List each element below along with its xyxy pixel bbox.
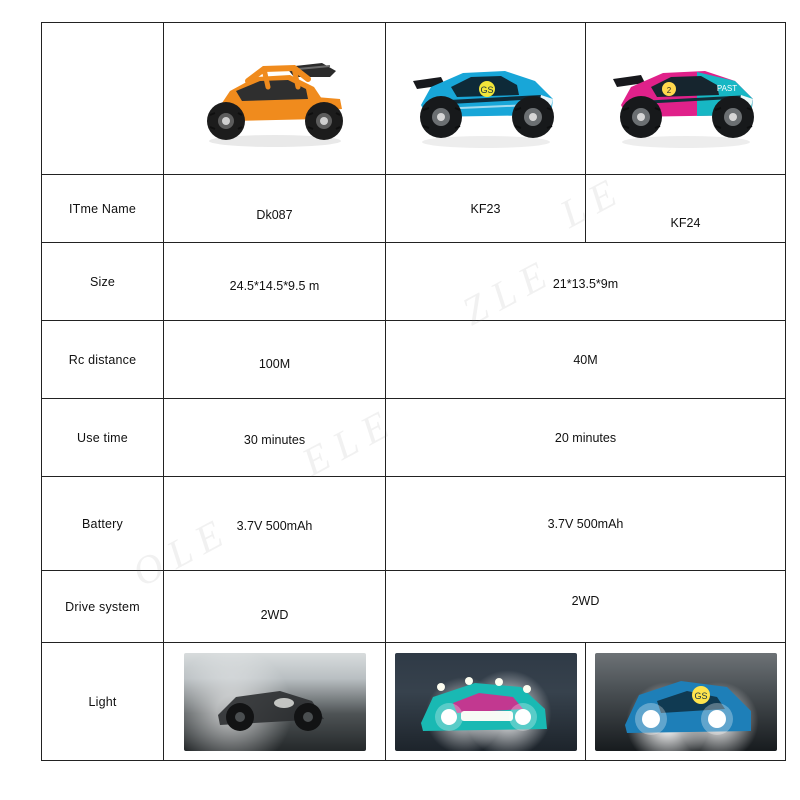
- cell-battery-dk087: [164, 477, 386, 571]
- row-label-use-time: Use time: [42, 399, 164, 477]
- value-item-name-kf23: KF23: [470, 201, 501, 216]
- cell-item-name-kf23: [386, 175, 586, 243]
- light-photo-cell-kf23: [386, 643, 586, 761]
- value-item-name-kf24: KF24: [670, 215, 701, 230]
- table-row: [42, 321, 786, 399]
- row-label-item-name: ITme Name: [42, 175, 164, 243]
- cell-rc-distance-dk087: [164, 321, 386, 399]
- product-photo-cell-dk087: [164, 23, 386, 175]
- svg-text:GS: GS: [693, 690, 708, 701]
- svg-text:PAST: PAST: [716, 83, 737, 93]
- cell-use-time-dk087: [164, 399, 386, 477]
- product-photo-dk087: [168, 25, 381, 172]
- watermark-text: O L E: [124, 511, 230, 596]
- cell-use-time-kf23-kf24: [386, 399, 786, 477]
- value-battery-dk087: 3.7V 500mAh: [236, 518, 313, 533]
- watermark-text: E L E: [294, 402, 396, 485]
- pink-truck-illustration: [601, 47, 771, 151]
- row-label-battery: Battery: [42, 477, 164, 571]
- cell-item-name-kf24: [586, 175, 786, 243]
- product-photo-cell-kf23: [386, 23, 586, 175]
- product-photo-kf23: [390, 25, 581, 172]
- cell-size-dk087: [164, 243, 386, 321]
- svg-text:GS: GS: [479, 84, 494, 95]
- cell-drive-system-dk087: [164, 571, 386, 643]
- watermark-text: L E: [552, 170, 624, 237]
- value-drive-system-dk087: 2WD: [260, 607, 289, 622]
- light-photo-kf24-image: [595, 653, 777, 751]
- value-drive-system-kf23-kf24: 2WD: [571, 593, 600, 608]
- value-rc-distance-dk087: 100M: [258, 356, 291, 371]
- table-row: [42, 23, 786, 175]
- value-rc-distance-kf23-kf24: 40M: [573, 352, 598, 367]
- table-row: [42, 399, 786, 477]
- buggy-illustration: [190, 47, 360, 151]
- value-size-dk087: 24.5*14.5*9.5 m: [229, 278, 320, 293]
- table-row: [42, 643, 786, 761]
- specification-table: [41, 22, 786, 761]
- watermark-text: Z L E: [454, 252, 554, 335]
- value-battery-kf23-kf24: 3.7V 500mAh: [547, 516, 624, 531]
- light-photo-kf23-image: [395, 653, 577, 751]
- row-label-rc-distance: Rc distance: [42, 321, 164, 399]
- light-photo-cell-dk087: [164, 643, 386, 761]
- cell-drive-system-kf23-kf24: [386, 571, 786, 643]
- value-size-kf23-kf24: 21*13.5*9m: [552, 276, 619, 291]
- light-photo-cell-kf24: [586, 643, 786, 761]
- row-label-size: Size: [42, 243, 164, 321]
- product-photo-cell-kf24: [586, 23, 786, 175]
- light-photo-kf24: [590, 645, 781, 758]
- table-row: [42, 243, 786, 321]
- table-row: [42, 175, 786, 243]
- value-item-name-dk087: Dk087: [256, 207, 293, 222]
- light-photo-kf23: [390, 645, 581, 758]
- cell-size-kf23-kf24: [386, 243, 786, 321]
- value-use-time-dk087: 30 minutes: [243, 432, 306, 447]
- cell-rc-distance-kf23-kf24: [386, 321, 786, 399]
- cell-battery-kf23-kf24: [386, 477, 786, 571]
- light-photo-dk087-image: [184, 653, 366, 751]
- table-row: [42, 571, 786, 643]
- svg-text:2: 2: [666, 85, 671, 95]
- value-use-time-kf23-kf24: 20 minutes: [554, 430, 617, 445]
- product-photo-kf24: [590, 25, 781, 172]
- teal-truck-night-illustration: [395, 653, 577, 751]
- light-photo-dk087: [168, 645, 381, 758]
- photo-row-label-cell: [42, 23, 164, 175]
- blue-truck-illustration: [401, 47, 571, 151]
- cell-item-name-dk087: [164, 175, 386, 243]
- blue-truck-night-illustration: [595, 653, 777, 751]
- row-label-light: Light: [42, 643, 164, 761]
- buggy-night-illustration: [184, 653, 366, 751]
- row-label-drive-system: Drive system: [42, 571, 164, 643]
- table-row: [42, 477, 786, 571]
